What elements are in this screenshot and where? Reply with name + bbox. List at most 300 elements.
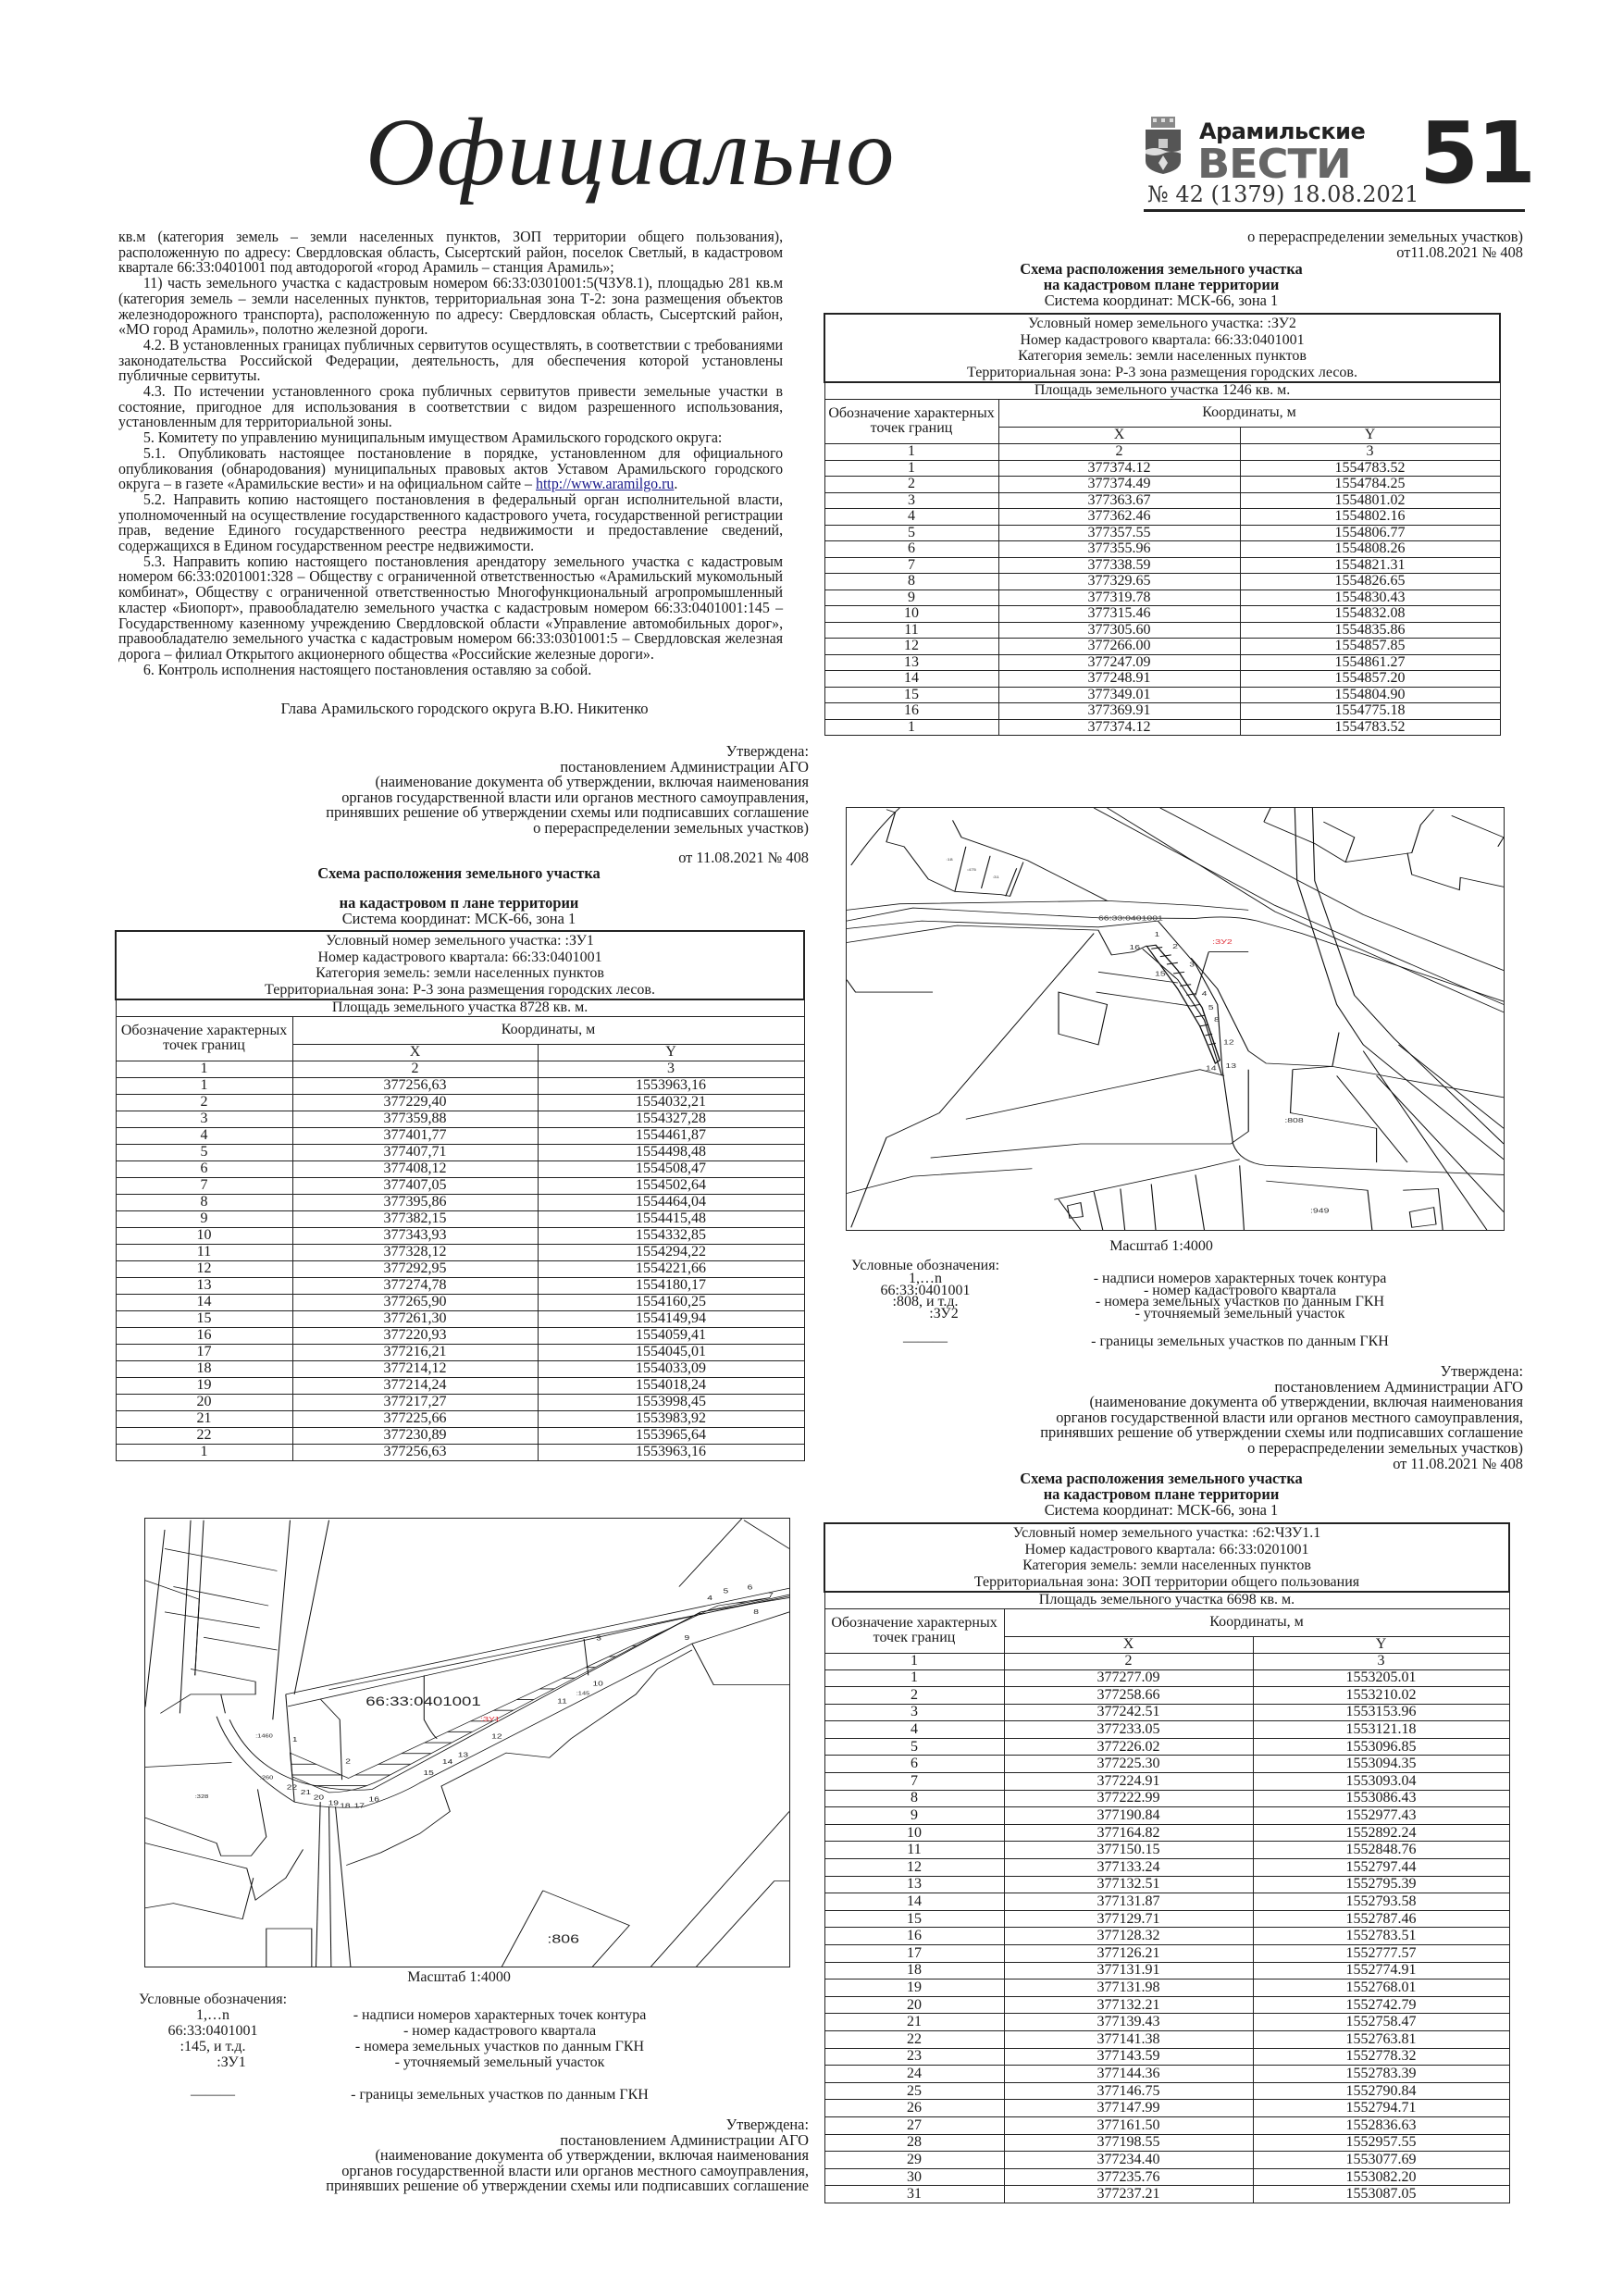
coord-x: 377131.91 (1004, 1962, 1253, 1980)
parcel-info-line: Категория земель: земли населенных пунктов (1022, 1558, 1311, 1573)
point-number: 11 (116, 1244, 292, 1260)
coord-y: 1552763.81 (1253, 2030, 1509, 2048)
table-row (824, 2014, 1509, 2031)
map-point-label: 14 (441, 1757, 453, 1766)
map-point-label: 8 (1213, 1015, 1220, 1024)
parcel-info-cell (824, 314, 1500, 382)
map-point-label: 22 (286, 1782, 298, 1792)
coord-x: 377374.49 (998, 477, 1240, 493)
coord-y: 1554461,87 (538, 1127, 804, 1144)
parcel-info-line: Условный номер земельного участка: :ЗУ2 (1028, 316, 1296, 331)
parcel-info-cell (116, 931, 804, 999)
logo-top-text: Арамильские (1199, 118, 1366, 144)
coord-x: 377214,12 (292, 1360, 538, 1377)
table-row (824, 2186, 1509, 2203)
legend-title: Условные обозначения: (850, 1258, 1000, 1273)
table-row (824, 2048, 1509, 2066)
coord-y: 1553094.35 (1253, 1756, 1509, 1773)
scheme-title-3 (824, 1471, 1499, 1518)
map-point-label: 3 (596, 1634, 601, 1643)
legend-value: - границы земельных участков по данным ГКН (351, 2087, 649, 2103)
coord-y: 1552790.84 (1253, 2082, 1509, 2100)
table-row (824, 2168, 1509, 2186)
scheme-title-1 (115, 866, 803, 926)
coord-y: 1552794.71 (1253, 2100, 1509, 2117)
approval-line: принявших решение об утверждении схемы или подписавших соглашение (1040, 1423, 1523, 1442)
table-row (824, 590, 1500, 606)
column-number: 1 (824, 1653, 1004, 1669)
map-point-label: 13 (457, 1750, 469, 1759)
map-point-label: 2 (345, 1756, 351, 1766)
coord-y: 1553965,64 (538, 1427, 804, 1444)
coord-y: 1553082.20 (1253, 2168, 1509, 2186)
point-number: 20 (116, 1394, 292, 1410)
decree-date: от 11.08.2021 № 408 (1393, 1454, 1523, 1472)
point-number: 22 (116, 1427, 292, 1444)
point-number: 10 (824, 1824, 1004, 1842)
decree-date: от 11.08.2021 № 408 (678, 848, 809, 866)
legend-value: - номер кадастрового квартала (403, 2023, 597, 2039)
map-point-label: 5 (723, 1586, 729, 1595)
coord-y: 1553210.02 (1253, 1687, 1509, 1705)
col-header-coords: Координаты, м (998, 399, 1500, 427)
approval-line: Утверждена: (725, 742, 809, 760)
parcel-info-line: Категория земель: земли населенных пунктов (1018, 348, 1307, 364)
approval-line: Утверждена: (1440, 1362, 1523, 1380)
cadastral-map-zu1 (144, 1518, 790, 1967)
point-number: 17 (824, 1945, 1004, 1963)
coord-x: 377217,27 (292, 1394, 538, 1410)
coord-y: 1552957.55 (1253, 2134, 1509, 2152)
table-row (116, 1377, 804, 1394)
point-number: 13 (824, 654, 998, 671)
table-row (824, 606, 1500, 623)
column-number: 1 (116, 1061, 292, 1077)
table-row (116, 1294, 804, 1310)
column-number: 2 (998, 443, 1240, 460)
coord-x: 377328,12 (292, 1244, 538, 1260)
issue-number: № 42 (1379) 18.08.2021 (1147, 181, 1419, 207)
coord-y: 1552787.46 (1253, 1910, 1509, 1928)
coord-y: 1554857.85 (1240, 639, 1500, 655)
column-number-row (116, 1061, 804, 1077)
map-scale-2: Масштаб 1:4000 (1109, 1238, 1213, 1254)
col-header-x: X (998, 427, 1240, 443)
point-number: 19 (116, 1377, 292, 1394)
point-number: 17 (116, 1344, 292, 1360)
info-row (824, 314, 1500, 382)
legend-line-symbol: ——— (903, 1334, 948, 1349)
parcel-info-line: Номер кадастрового квартала: 66:33:0201001 (1024, 1541, 1309, 1558)
map-label-parcel: :475 (966, 867, 976, 872)
legend-value: - уточняемый земельный участок (394, 2054, 605, 2070)
coord-y: 1554464,04 (538, 1194, 804, 1210)
map-point-label: 21 (300, 1788, 312, 1796)
col-header-coords: Координаты, м (292, 1016, 804, 1044)
coord-x: 377395,86 (292, 1194, 538, 1210)
point-number: 14 (824, 1893, 1004, 1911)
parcel-info-line: Номер кадастрового квартала: 66:33:0401001 (1020, 331, 1305, 348)
coord-x: 377190.84 (1004, 1807, 1253, 1825)
legend-value: - надписи номеров характерных точек контура (1093, 1271, 1387, 1286)
approval-line: (наименование документа об утверждении, включая наименования (1089, 1393, 1523, 1411)
coord-x: 377147.99 (1004, 2100, 1253, 2117)
coord-x: 377150.15 (1004, 1842, 1253, 1859)
website-link[interactable]: http://www.aramilgo.ru (536, 475, 675, 493)
coord-x: 377362.46 (998, 509, 1240, 526)
table-row (116, 1244, 804, 1260)
point-number: 6 (116, 1160, 292, 1177)
coord-y: 1554784.25 (1240, 477, 1500, 493)
point-number: 16 (824, 1928, 1004, 1945)
coord-x: 377261,30 (292, 1310, 538, 1327)
coord-x: 377363.67 (998, 492, 1240, 509)
legend-value: - номер кадастрового квартала (1143, 1282, 1337, 1298)
coord-x: 377146.75 (1004, 2082, 1253, 2100)
coord-y: 1554808.26 (1240, 541, 1500, 558)
point-number: 3 (824, 492, 998, 509)
coord-x: 377132.21 (1004, 1996, 1253, 2014)
approval-line: о перераспределении земельных участков) (1247, 1438, 1523, 1457)
coord-x: 377220,93 (292, 1327, 538, 1344)
approval-line: органов государственной власти или органов местного самоуправления, (341, 2161, 809, 2179)
table-row (116, 1327, 804, 1344)
map-drawing (145, 1519, 789, 1967)
coordinate-system: Система координат: МСК-66, зона 1 (341, 909, 576, 927)
coord-x: 377248.91 (998, 671, 1240, 688)
map-point-label: 16 (1129, 943, 1141, 951)
approval-line: принявших решение об утверждении схемы или подписавших соглашение (326, 803, 809, 822)
approval-block-3 (278, 2117, 809, 2194)
coord-y: 1554783.52 (1240, 719, 1500, 736)
coord-x: 377374.12 (998, 460, 1240, 477)
table-row (116, 1227, 804, 1244)
table-row (824, 639, 1500, 655)
paragraph: 6. Контроль исполнения настоящего постановления оставляю за собой. (142, 660, 592, 678)
coord-x: 377229,40 (292, 1094, 538, 1111)
table-row (824, 2116, 1509, 2134)
map-label-zu: :ЗУ2 (1212, 937, 1233, 946)
approval-line: органов государственной власти или органов местного самоуправления, (341, 788, 809, 806)
column-number: 2 (292, 1061, 538, 1077)
legend-value: - номера земельных участков по данным ГКН (1095, 1294, 1385, 1309)
coordinates-table-zu2 (824, 313, 1501, 736)
paragraph: 5.2. Направить копию настоящего постановления в федеральный орган исполнительной власти, уполномоченный на осуществление государственного кадастрового учета, государственной регистрации прав, ведение Единого государственного реестра недвижимости и предоставление сведений, содержащихся в Едином государственном реестре недвижимости. (118, 490, 784, 555)
coord-x: 377131.98 (1004, 1980, 1253, 1997)
coord-y: 1552768.01 (1253, 1980, 1509, 1997)
legend-title: Условные обозначения: (138, 1992, 288, 2007)
coord-y: 1554801.02 (1240, 492, 1500, 509)
col-header-x: X (1004, 1636, 1253, 1653)
table-row (116, 1310, 804, 1327)
map-point-label: 20 (313, 1793, 325, 1802)
approval-line: принявших решение об утверждении схемы или подписавших соглашение (326, 2177, 809, 2195)
info-row (116, 931, 804, 999)
legend-key: 1,…n (196, 2007, 229, 2023)
table-row (824, 1738, 1509, 1756)
area-row (116, 999, 804, 1016)
approval-line: постановлением Администрации АГО (560, 2130, 809, 2149)
parcel-area: Площадь земельного участка 1246 кв. м. (824, 382, 1500, 399)
point-number: 5 (824, 1738, 1004, 1756)
point-number: 3 (116, 1111, 292, 1127)
coord-y: 1553121.18 (1253, 1721, 1509, 1739)
legend-key: :ЗУ2 (929, 1305, 959, 1322)
coord-x: 377292,95 (292, 1260, 538, 1277)
table-row (824, 687, 1500, 703)
point-number: 1 (116, 1077, 292, 1094)
legend-value: - уточняемый земельный участок (1134, 1305, 1345, 1322)
coord-y: 1554294,22 (538, 1244, 804, 1260)
approval-line: постановлением Администрации АГО (1274, 1377, 1523, 1396)
table-row (116, 1344, 804, 1360)
table-row (116, 1210, 804, 1227)
column-number: 3 (1240, 443, 1500, 460)
coord-y: 1554059,41 (538, 1327, 804, 1344)
coord-y: 1554804.90 (1240, 687, 1500, 703)
legend-key: 1,…n (909, 1271, 942, 1286)
table-row (116, 1094, 804, 1111)
coord-y: 1552848.76 (1253, 1842, 1509, 1859)
table-row (824, 509, 1500, 526)
coord-y: 1554018,24 (538, 1377, 804, 1394)
map-point-label: 18 (340, 1801, 351, 1809)
table-row (116, 1427, 804, 1444)
point-number: 30 (824, 2168, 1004, 2186)
table-row (824, 557, 1500, 574)
point-number: 12 (824, 639, 998, 655)
map-point-label: 1 (291, 1735, 298, 1744)
col-header-point: Обозначение характерных точек границ (824, 1608, 1004, 1653)
table-row (824, 671, 1500, 688)
point-number: 21 (824, 2014, 1004, 2031)
coord-x: 377407,05 (292, 1177, 538, 1194)
coord-x: 377266.00 (998, 639, 1240, 655)
paragraph: 5. Комитету по управлению муниципальным имуществом Арамильского городского округа: (142, 428, 723, 447)
point-number: 4 (824, 509, 998, 526)
coord-x: 377355.96 (998, 541, 1240, 558)
area-row (824, 382, 1500, 399)
coord-x: 377274,78 (292, 1277, 538, 1294)
point-number: 2 (824, 477, 998, 493)
coord-x: 377258.66 (1004, 1687, 1253, 1705)
coord-y: 1554332,85 (538, 1227, 804, 1244)
coord-x: 377141.38 (1004, 2030, 1253, 2048)
coord-x: 377139.43 (1004, 2014, 1253, 2031)
point-number: 8 (116, 1194, 292, 1210)
parcel-info-line: Территориальная зона: ЗОП территории общего пользования (973, 1573, 1360, 1590)
map-point-label: 17 (353, 1801, 365, 1809)
approval-line: постановлением Администрации АГО (560, 757, 809, 776)
parcel-info-line: Территориальная зона: Р-3 зона размещения городских лесов. (967, 364, 1357, 380)
point-number: 19 (824, 1980, 1004, 1997)
point-number: 15 (824, 1910, 1004, 1928)
map-point-label: 15 (423, 1769, 434, 1777)
scheme-subtitle: на кадастровом плане территории (1043, 275, 1280, 293)
newspaper-logo (1144, 117, 1375, 191)
map-point-label: 8 (753, 1607, 759, 1616)
map-label-parcel: :328 (194, 1793, 209, 1800)
approval-line: органов государственной власти или органов местного самоуправления, (1056, 1408, 1523, 1426)
map-drawing (847, 808, 1504, 1230)
coord-x: 377329.65 (998, 574, 1240, 590)
map-point-label: 10 (592, 1679, 603, 1687)
approval-block-1 (278, 744, 809, 865)
coord-x: 377143.59 (1004, 2048, 1253, 2066)
column-number-row (824, 443, 1500, 460)
table-row (824, 1996, 1509, 2014)
col-header-point: Обозначение характерных точек границ (116, 1016, 292, 1061)
map-point-label: 12 (1223, 1037, 1234, 1046)
map-label-parcel: :18 (946, 857, 953, 862)
point-number: 4 (116, 1127, 292, 1144)
table-row (116, 1360, 804, 1377)
area-row (824, 1592, 1509, 1608)
table-row (824, 1807, 1509, 1825)
table-row (824, 1962, 1509, 1980)
map-point-label: 3 (1189, 961, 1196, 969)
point-number: 29 (824, 2152, 1004, 2169)
point-number: 16 (116, 1327, 292, 1344)
point-number: 20 (824, 1996, 1004, 2014)
point-number: 6 (824, 1756, 1004, 1773)
header-row (824, 399, 1500, 427)
approval-line: (наименование документа об утверждении, включая наименования (375, 2146, 809, 2165)
coord-x: 377369.91 (998, 703, 1240, 720)
column-number-row (824, 1653, 1509, 1669)
signature: Глава Арамильского городского округа В.Ю. Никитенко (280, 700, 649, 717)
table-row (116, 1260, 804, 1277)
table-row (824, 1980, 1509, 1997)
paragraph: 4.3. По истечении установленного срока публичных сервитутов привести земельные участки в состояние, пригодное для использования в соответствии с видом разрешенного использования, установленным для территориальной зоны. (118, 382, 784, 431)
coord-y: 1552774.91 (1253, 1962, 1509, 1980)
coord-x: 377225.30 (1004, 1756, 1253, 1773)
coord-x: 377226.02 (1004, 1738, 1253, 1756)
table-row (116, 1277, 804, 1294)
approval-line: о перераспределении земельных участков) (533, 818, 809, 837)
point-number: 3 (824, 1704, 1004, 1721)
point-number: 23 (824, 2048, 1004, 2066)
coord-x: 377343,93 (292, 1227, 538, 1244)
point-number: 15 (824, 687, 998, 703)
approval-line: (наименование документа об утверждении, включая наименования (375, 773, 809, 791)
point-number: 2 (116, 1094, 292, 1111)
coord-x: 377359,88 (292, 1111, 538, 1127)
parcel-info-line: Условный номер земельного участка: :62:ЧЗУ1.1 (1012, 1525, 1321, 1541)
coord-y: 1553096.85 (1253, 1738, 1509, 1756)
col-header-x: X (292, 1044, 538, 1061)
coord-y: 1554775.18 (1240, 703, 1500, 720)
parcel-area: Площадь земельного участка 6698 кв. м. (824, 1592, 1509, 1608)
table-row (824, 2134, 1509, 2152)
coord-y: 1554149,94 (538, 1310, 804, 1327)
approval-block-2 (925, 1364, 1523, 1471)
parcel-info-line: Условный номер земельного участка: :ЗУ1 (326, 933, 594, 949)
table-row (116, 1194, 804, 1210)
table-row (116, 1144, 804, 1160)
point-number: 18 (824, 1962, 1004, 1980)
table-row (824, 1876, 1509, 1893)
table-row (824, 719, 1500, 736)
coord-y: 1554180,17 (538, 1277, 804, 1294)
coord-y: 1552742.79 (1253, 1996, 1509, 2014)
table-row (824, 654, 1500, 671)
table-row (824, 1721, 1509, 1739)
coord-x: 377338.59 (998, 557, 1240, 574)
coord-y: 1552892.24 (1253, 1824, 1509, 1842)
map-label-parcel: :31 (992, 875, 999, 879)
coord-y: 1554783.52 (1240, 460, 1500, 477)
info-row (824, 1523, 1509, 1592)
point-number: 7 (824, 557, 998, 574)
legend-key: :145, и т.д. (180, 2039, 246, 2054)
coord-y: 1554806.77 (1240, 525, 1500, 541)
point-number: 22 (824, 2030, 1004, 2048)
map-point-label: 13 (1225, 1061, 1237, 1070)
table-row (824, 1669, 1509, 1687)
coord-x: 377315.46 (998, 606, 1240, 623)
map-point-label: 15 (1155, 970, 1166, 978)
parcel-info-line: Категория земель: земли населенных пунктов (316, 965, 604, 981)
map-point-label: 9 (684, 1633, 690, 1642)
table-row (824, 525, 1500, 541)
section-title: Официально (365, 99, 897, 205)
coord-x: 377230,89 (292, 1427, 538, 1444)
point-number: 5 (824, 525, 998, 541)
table-row (824, 2030, 1509, 2048)
point-number: 13 (116, 1277, 292, 1294)
coord-x: 377401,77 (292, 1127, 538, 1144)
coord-y: 1553963,16 (538, 1077, 804, 1094)
point-number: 8 (824, 1790, 1004, 1807)
header-rule (1144, 209, 1525, 212)
header-row (824, 1608, 1509, 1636)
paragraph-text: 5.1. Опубликовать настоящее постановление в порядке, установленном для официального опубликования (обнародования) муниципальных правовых актов Уставом Арамильского городского округа – в газете «Арамильские вести» и на официальном сайте – (118, 443, 784, 493)
coordinate-system: Система координат: МСК-66, зона 1 (1044, 291, 1279, 309)
approval-line: о перераспределении земельных участков) (1247, 228, 1523, 245)
legend-line-symbol: ——— (191, 2087, 235, 2103)
table-row (116, 1077, 804, 1094)
table-row (116, 1127, 804, 1144)
coord-x: 377225,66 (292, 1410, 538, 1427)
parcel-info-cell (824, 1523, 1509, 1592)
coord-x: 377237.21 (1004, 2186, 1253, 2203)
point-number: 5 (116, 1144, 292, 1160)
point-number: 1 (824, 1669, 1004, 1687)
col-header-y: Y (1240, 427, 1500, 443)
table-row (824, 1773, 1509, 1791)
coord-y: 1554835.86 (1240, 622, 1500, 639)
coord-x: 377265,90 (292, 1294, 538, 1310)
coord-y: 1554415,48 (538, 1210, 804, 1227)
map-label-parcel: :260 (259, 1775, 274, 1781)
table-row (824, 2100, 1509, 2117)
scheme-title: Схема расположения земельного участка (1020, 260, 1303, 278)
column-number: 3 (538, 1061, 804, 1077)
point-number: 14 (116, 1294, 292, 1310)
coord-x: 377305.60 (998, 622, 1240, 639)
coordinate-system: Система координат: МСК-66, зона 1 (1044, 1500, 1279, 1519)
coord-x: 377407,71 (292, 1144, 538, 1160)
col-header-point: Обозначение характерных точек границ (824, 399, 998, 443)
map-point-label: 14 (1205, 1063, 1217, 1072)
point-number: 9 (824, 590, 998, 606)
table-row (116, 1410, 804, 1427)
map-label-zu: :ЗУ1 (480, 1715, 501, 1723)
approval-line: Утверждена: (725, 2116, 809, 2133)
point-number: 9 (116, 1210, 292, 1227)
point-number: 25 (824, 2082, 1004, 2100)
